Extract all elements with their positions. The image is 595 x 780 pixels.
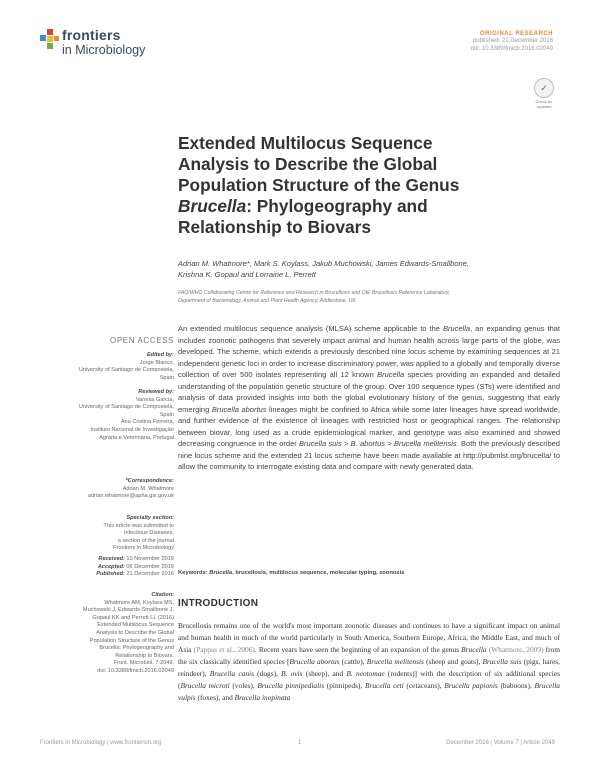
abstract-text: species providing an expanded and detailed understanding of the population genetic structure of the group. Over 100 sequence types (STs) were identified and analysis of data provided insights into both the global evolutionary history of the genus, suggesting that early emerging bbox=[178, 370, 560, 414]
abstract-text: . Both the previously described nine locus scheme and the extended 21 locus scheme have been made available at http://pubmlst.org/brucella/ to allow the community to interrogate existing data and compare with newly generated data. bbox=[178, 439, 560, 471]
published-date: published: 21 December 2016 bbox=[472, 38, 553, 44]
citation-link[interactable]: (Whatmore, 2009) bbox=[488, 645, 544, 654]
title-text: : Phylogeography and bbox=[246, 196, 428, 216]
title-line bbox=[178, 196, 518, 217]
citation-line: Muchowski J, Edwards-Smallbone J, bbox=[82, 607, 174, 614]
publication-info bbox=[353, 31, 553, 53]
intro-text: (cetaceans), bbox=[403, 681, 445, 690]
specialty-line: a section of the journal bbox=[117, 537, 174, 544]
keyword-italic: Brucella bbox=[209, 570, 233, 576]
check-for-updates-badge[interactable] bbox=[531, 78, 557, 110]
affiliation-line: Department of Bacteriology, Animal and Plant Health Agency, Addlestone, UK bbox=[178, 297, 356, 304]
introduction-body bbox=[178, 620, 560, 704]
editor-name: Jorge Blanco, bbox=[139, 359, 174, 366]
intro-text: (pinnipeds), bbox=[324, 681, 365, 690]
abstract-text: > bbox=[385, 439, 394, 448]
citation-line: Gopaul KK and Perrett LL (2016) bbox=[92, 614, 174, 621]
intro-italic: Brucella inopinata bbox=[234, 693, 291, 702]
intro-italic: B. neotomae bbox=[346, 669, 385, 678]
open-access-label: OPEN ACCESS bbox=[110, 336, 174, 345]
intro-text: (cattle), bbox=[339, 657, 367, 666]
intro-italic: Brucella vulpis bbox=[178, 681, 560, 702]
reviewer-line: Instituto Nacional de Investigação bbox=[90, 426, 174, 433]
logo-journal: in Microbiology bbox=[62, 43, 146, 57]
intro-text: (pigs, hares, reindeer), bbox=[178, 657, 560, 678]
specialty-label: Specialty section: bbox=[126, 515, 174, 521]
abstract-text: An extended multilocus sequence analysis (MLSA) scheme applicable to the bbox=[178, 324, 443, 333]
intro-text: (sheep), and bbox=[302, 669, 347, 678]
page-number: 1 bbox=[298, 740, 302, 746]
published-label: Published: bbox=[96, 571, 125, 578]
article-title bbox=[178, 133, 518, 238]
intro-text: . Recent years have seen the beginning of an expansion of the genus bbox=[254, 645, 462, 654]
accepted-label: Accepted: bbox=[97, 563, 125, 570]
correspondence bbox=[24, 478, 174, 501]
abstract-italic: Brucella abortus bbox=[211, 404, 267, 414]
intro-italic: Brucella papionis bbox=[444, 681, 498, 690]
edited-by bbox=[24, 352, 174, 382]
intro-italic: Brucella microti bbox=[180, 681, 230, 690]
correspondent-name: Adrian M. Whatmore bbox=[122, 485, 174, 492]
received-date bbox=[24, 556, 174, 564]
intro-text: Brucellosis remains one of the world's most important zoonotic diseases and continues to have a significant impact on animal and human health in much of the world particularly in South America, Southern Europe, Africa, the Middle East, and much of Asia bbox=[178, 621, 560, 654]
reviewed-by-label: Reviewed by: bbox=[138, 389, 174, 395]
footer-issue: December 2016 | Volume 7 | Article 2049 bbox=[446, 740, 555, 746]
received-value: 10 November 2016 bbox=[126, 556, 174, 562]
reviewer-line: Agrária e Veterinária, Portugal bbox=[99, 434, 174, 441]
title-line: Extended Multilocus Sequence bbox=[178, 133, 433, 153]
accepted-date bbox=[24, 564, 174, 572]
abstract-text: lineages might be confined to Africa while some later lineages have spread worldwide, and further evidence of the existence of lineages with restricted host or geographical ranges. The relationship between biovar, long used as a crude epidemiological marker, and genotype was also examined and showed decreasing congruence in the order bbox=[178, 404, 560, 448]
authors-line: Adrian M. Whatmore*, Mark S. Koylass, Jakub Muchowski, James Edwards-Smallbone, bbox=[178, 259, 469, 268]
title-line: Population Structure of the Genus bbox=[178, 175, 460, 195]
footer-journal[interactable]: Frontiers in Microbiology | www.frontiersin.org bbox=[40, 740, 162, 746]
bookmark-icon: ✓ bbox=[534, 78, 554, 98]
abstract-italic: B. abortus bbox=[350, 439, 386, 448]
published-value: 21 December 2016 bbox=[126, 571, 174, 578]
citation-doi[interactable]: doi: 10.3389/fmicb.2016.02049 bbox=[97, 667, 174, 674]
intro-text: (sheep and goats), bbox=[423, 657, 483, 666]
abstract-italic: Brucella suis bbox=[299, 439, 342, 448]
intro-text: (rodents)] with the description of six additional species ( bbox=[178, 669, 561, 690]
keywords-label: Keywords: bbox=[178, 570, 210, 576]
specialty-line: This article was submitted to bbox=[103, 522, 174, 529]
title-line: Relationship to Biovars bbox=[178, 217, 372, 237]
specialty-section bbox=[24, 515, 174, 553]
citation-line: Extended Multilocus Sequence bbox=[97, 622, 174, 629]
title-line: Analysis to Describe the Global bbox=[178, 154, 438, 174]
genus-name: Brucella bbox=[178, 196, 247, 216]
intro-italic: B. ovis bbox=[281, 669, 303, 678]
reviewer-line: Vanesa Garcia, bbox=[135, 396, 174, 403]
abstract-text: > bbox=[341, 439, 351, 448]
intro-text: (foxes), and bbox=[195, 693, 235, 702]
citation-label: Citation: bbox=[151, 592, 174, 598]
specialty-line: Infectious Diseases, bbox=[123, 530, 174, 537]
intro-text: from the six classically identified species [ bbox=[178, 645, 560, 666]
affiliation bbox=[178, 290, 568, 305]
intro-text: (voles), bbox=[229, 681, 258, 690]
intro-italic: Brucella suis bbox=[482, 657, 522, 666]
editor-country: Spain bbox=[159, 374, 174, 381]
intro-italic: Brucella pinnipedialis bbox=[257, 681, 325, 690]
abstract-italic: Brucella melitensis bbox=[393, 439, 457, 448]
logo-brand: frontiers bbox=[62, 27, 121, 43]
reviewer-line: University of Santiago de Compostela, bbox=[78, 404, 174, 411]
reviewed-by bbox=[24, 389, 174, 442]
accepted-value: 06 December 2016 bbox=[126, 563, 174, 570]
reviewer-line: Spain bbox=[159, 411, 174, 418]
intro-text: (dogs), bbox=[253, 669, 282, 678]
keywords-text: , brucellosis, multilocus sequence, molecular typing, zoonosis bbox=[232, 570, 405, 576]
author-list bbox=[178, 258, 568, 280]
abstract-italic: Brucella bbox=[442, 324, 471, 333]
abstract-italic: Brucella bbox=[377, 370, 405, 379]
published-date-side bbox=[24, 571, 174, 579]
editor-affiliation: University of Santiago de Compostela, bbox=[78, 367, 174, 374]
edited-by-label: Edited by: bbox=[146, 352, 174, 358]
article-type: ORIGINAL RESEARCH bbox=[479, 31, 553, 37]
citation-line: Analysis to Describe the Global bbox=[96, 629, 174, 636]
citation-line: Front. Microbiol. 7:2049. bbox=[113, 660, 174, 667]
citation-line: Population Structure of the Genus bbox=[89, 637, 174, 644]
citation-line: Brucella: Phylogeography and bbox=[99, 645, 174, 652]
abstract bbox=[178, 323, 560, 473]
affiliation-line: FAO/WHO Collaborating Centre for Reference and Research in Brucellosis and OIE Brucellosis Reference Laboratory, bbox=[178, 290, 450, 296]
keywords bbox=[178, 570, 560, 576]
frontiers-logo-icon bbox=[40, 29, 60, 49]
article-dates bbox=[24, 556, 174, 579]
intro-italic: Brucella melitensis bbox=[366, 657, 424, 666]
abstract-text: , an expanding genus that includes zoonotic pathogens that severely impact animal and human health across large parts of the globe, was developed. The scheme, which extends a previously described nine locus scheme by examining sequences at 21 independent genetic loci in order to increase discriminatory power, was applied to a globally and temporally diverse collection of over 500 isolates representing all 12 known bbox=[178, 324, 560, 379]
intro-italic: Brucella ceti bbox=[364, 681, 404, 690]
citation-line: Whatmore AM, Koylass MS, bbox=[104, 599, 174, 606]
badge-label: Check for updates bbox=[535, 99, 553, 109]
authors-line: Krishna K. Gopaul and Lorraine L. Perrett bbox=[178, 270, 316, 279]
doi[interactable]: doi: 10.3389/fmicb.2016.02049 bbox=[470, 46, 553, 52]
citation bbox=[24, 592, 174, 676]
reviewer-line: Ana Cristina Ferreira, bbox=[120, 419, 174, 426]
section-heading: INTRODUCTION bbox=[178, 598, 259, 609]
received-label: Received: bbox=[98, 556, 125, 562]
correspondence-label: *Correspondence: bbox=[125, 478, 174, 484]
specialty-line: Frontiers in Microbiology bbox=[113, 545, 174, 552]
intro-italic: Brucella bbox=[461, 645, 487, 654]
intro-italic: Brucella abortus bbox=[289, 657, 340, 666]
citation-line: Relationship to Biovars. bbox=[115, 652, 174, 659]
correspondent-email[interactable]: adrian.whatmore@apha.gsi.gov.uk bbox=[87, 493, 174, 500]
intro-text: (baboons), bbox=[497, 681, 535, 690]
intro-italic: Brucella canis bbox=[209, 669, 254, 678]
citation-link[interactable]: (Pappas et al., 2006) bbox=[193, 645, 255, 654]
journal-logo bbox=[40, 27, 200, 67]
